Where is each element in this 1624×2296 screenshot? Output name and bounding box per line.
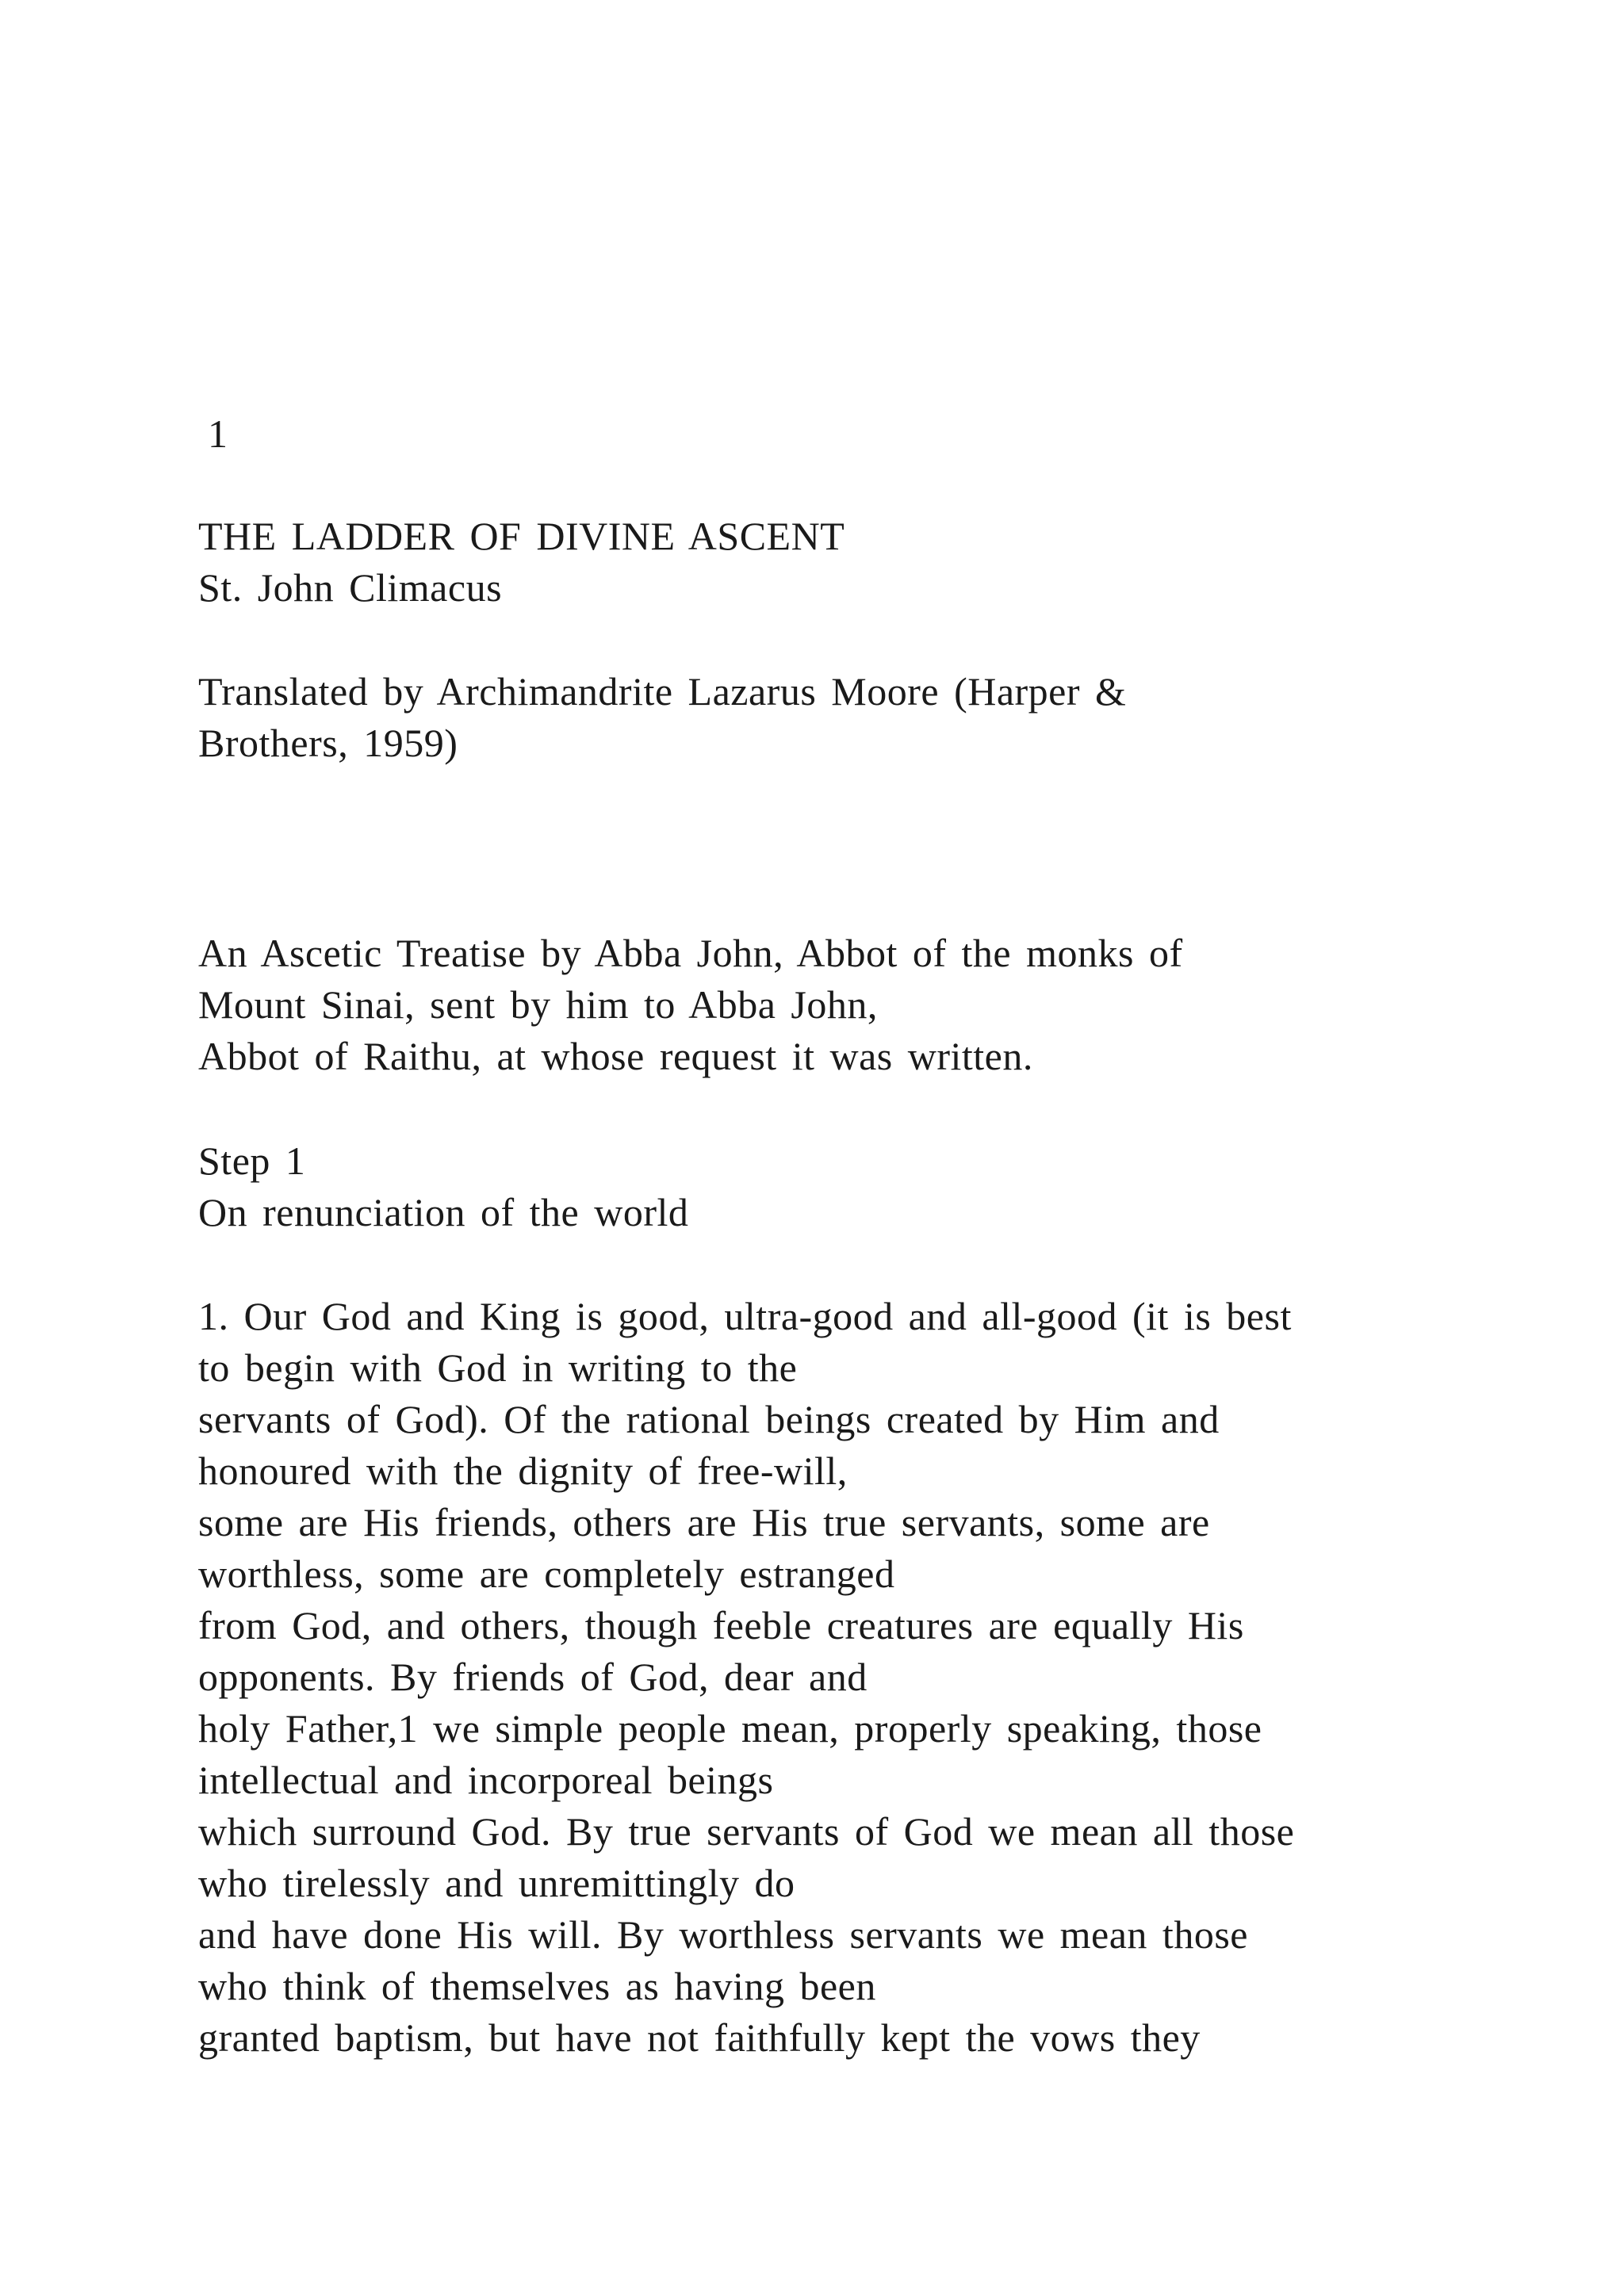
- body-line-2: to begin with God in writing to the: [198, 1345, 798, 1390]
- step-subtitle: On renunciation of the world: [198, 1190, 689, 1234]
- translation-line-1: Translated by Archimandrite Lazarus Moore (Harper &: [198, 669, 1127, 714]
- body-line-5: some are His friends, others are His true servants, some are: [198, 1500, 1210, 1544]
- body-line-3: servants of God). Of the rational beings created by Him and: [198, 1397, 1220, 1441]
- document-title: THE LADDER OF DIVINE ASCENT: [198, 514, 845, 558]
- body-line-13: and have done His will. By worthless servants we mean those: [198, 1912, 1248, 1957]
- document-author: St. John Climacus: [198, 565, 503, 610]
- body-line-12: who tirelessly and unremittingly do: [198, 1861, 795, 1905]
- step-label: Step 1: [198, 1138, 306, 1183]
- body-line-10: intellectual and incorporeal beings: [198, 1758, 774, 1802]
- body-line-7: from God, and others, though feeble creatures are equally His: [198, 1603, 1244, 1647]
- body-line-11: which surround God. By true servants of God we mean all those: [198, 1809, 1295, 1854]
- body-line-9: holy Father,1 we simple people mean, properly speaking, those: [198, 1706, 1262, 1751]
- intro-line-2: Mount Sinai, sent by him to Abba John,: [198, 982, 878, 1027]
- body-line-1: 1. Our God and King is good, ultra-good and all-good (it is best: [198, 1294, 1292, 1338]
- body-line-4: honoured with the dignity of free-will,: [198, 1448, 848, 1493]
- page-number: 1: [208, 411, 228, 456]
- translation-line-2: Brothers, 1959): [198, 721, 458, 765]
- body-line-15: granted baptism, but have not faithfully kept the vows they: [198, 2015, 1201, 2060]
- body-line-8: opponents. By friends of God, dear and: [198, 1655, 868, 1699]
- body-line-6: worthless, some are completely estranged: [198, 1552, 895, 1596]
- intro-line-3: Abbot of Raithu, at whose request it was written.: [198, 1034, 1033, 1078]
- intro-line-1: An Ascetic Treatise by Abba John, Abbot of the monks of: [198, 931, 1183, 975]
- body-line-14: who think of themselves as having been: [198, 1964, 876, 2008]
